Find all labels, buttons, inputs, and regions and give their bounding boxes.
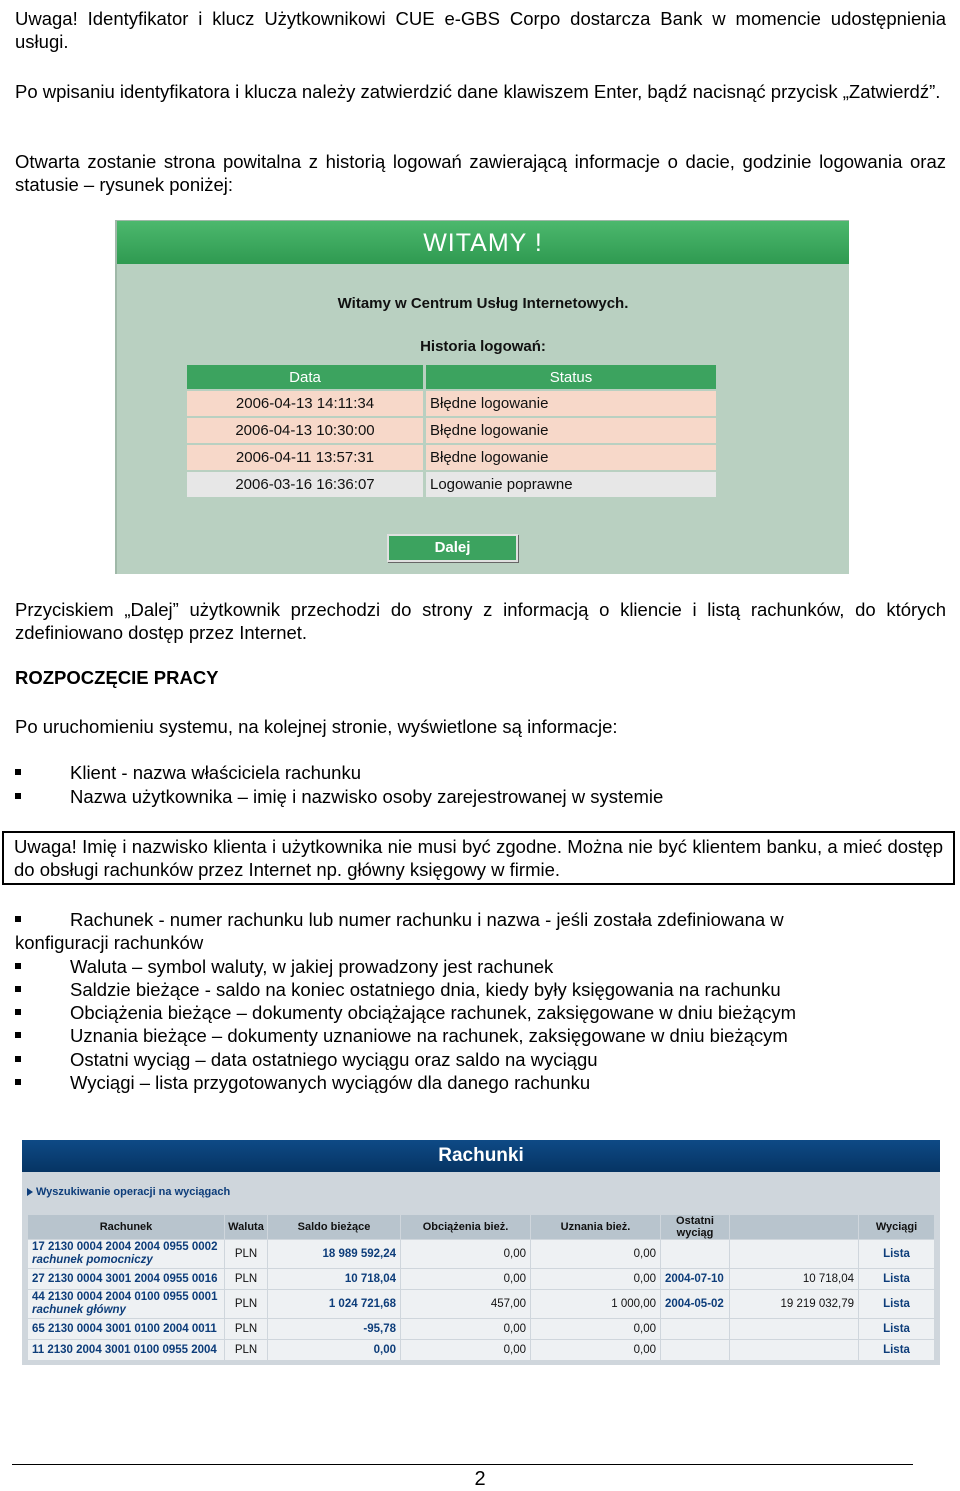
list-item-text: Ostatni wyciąg – data ostatniego wyciągu oraz saldo na wyciągu (70, 1049, 598, 1070)
last-statement-date (661, 1340, 729, 1360)
debits-cell: 457,00 (401, 1290, 530, 1318)
column-header-status: Status (426, 365, 716, 391)
credits-cell: 1 000,00 (531, 1290, 660, 1318)
list-item-text: Uznania bieżące – dokumenty uznaniowe na rachunek, zaksięgowane w dniu bieżącym (70, 1025, 788, 1046)
table-row (187, 418, 716, 445)
account-number: 11 2130 2004 3001 0100 0955 2004 (32, 1343, 217, 1356)
currency-cell: PLN (225, 1269, 267, 1289)
list-item-text: Klient - nazwa właściciela rachunku (70, 762, 361, 783)
search-statements-link[interactable] (27, 1186, 230, 1198)
list-item-text: Saldzie bieżące - saldo na koniec ostatniego dnia, kiedy były księgowania na rachunku (70, 979, 781, 1000)
debits-cell: 0,00 (401, 1269, 530, 1289)
account-number: 44 2130 0004 2004 0100 0955 0001 (32, 1291, 218, 1303)
account-cell (28, 1319, 224, 1339)
account-name: rachunek pomocniczy (32, 1254, 153, 1266)
credits-cell: 0,00 (531, 1340, 660, 1360)
login-history-table (184, 365, 719, 499)
accounts-title: Rachunki (438, 1145, 524, 1166)
accounts-table (27, 1214, 935, 1361)
table-row (187, 472, 716, 499)
last-statement-date: 2004-05-02 (661, 1290, 729, 1318)
page-number: 2 (474, 1468, 486, 1490)
statements-list-link[interactable]: Lista (859, 1240, 934, 1268)
last-statement-balance: 19 219 032,79 (730, 1290, 858, 1318)
currency-cell: PLN (225, 1340, 267, 1360)
login-date: 2006-04-13 14:11:34 (187, 391, 423, 418)
bullet-icon (15, 1032, 21, 1038)
table-row (28, 1290, 934, 1318)
list-item-text: Waluta – symbol waluty, w jakiej prowadzony jest rachunek (70, 956, 554, 977)
welcome-message: Witamy w Centrum Usług Internetowych. (337, 295, 629, 312)
welcome-banner (117, 221, 849, 264)
login-status: Logowanie poprawne (426, 472, 716, 499)
next-button[interactable]: Dalej (387, 534, 518, 562)
last-statement-balance (730, 1319, 858, 1339)
balance-cell: 0,00 (268, 1340, 400, 1360)
column-header-last-statement-balance (730, 1215, 858, 1239)
table-row (28, 1319, 934, 1339)
column-header-currency: Waluta (225, 1215, 267, 1239)
debits-cell: 0,00 (401, 1340, 530, 1360)
currency-cell: PLN (225, 1319, 267, 1339)
account-cell (28, 1269, 224, 1289)
account-number: 65 2130 0004 3001 0100 2004 0011 (32, 1322, 217, 1335)
login-date: 2006-04-11 13:57:31 (187, 445, 423, 472)
login-history-title: Historia logowań: (420, 338, 546, 355)
column-header-statements: Wyciągi (859, 1215, 934, 1239)
list-item-text: Nazwa użytkownika – imię i nazwisko osoby zarejestrowanej w systemie (70, 786, 664, 807)
warning-box: Uwaga! Imię i nazwisko klienta i użytkownika nie musi być zgodne. Można nie być klientem banku, a mieć dostęp do obsługi rachunków przez Internet np. główny księgowy w firmie. (2, 831, 955, 885)
statements-list-link[interactable]: Lista (859, 1290, 934, 1318)
credits-cell: 0,00 (531, 1319, 660, 1339)
table-row (187, 391, 716, 418)
table-row (28, 1269, 934, 1289)
login-date: 2006-04-13 10:30:00 (187, 418, 423, 445)
account-number: 17 2130 0004 2004 2004 0955 0002 (32, 1241, 218, 1253)
statements-list-link[interactable]: Lista (859, 1340, 934, 1360)
credits-cell: 0,00 (531, 1269, 660, 1289)
account-cell (28, 1340, 224, 1360)
statements-list-link[interactable]: Lista (859, 1269, 934, 1289)
bullet-icon (15, 793, 21, 799)
table-row (187, 445, 716, 472)
account-number: 27 2130 0004 3001 2004 0955 0016 (32, 1272, 218, 1285)
login-status: Błędne logowanie (426, 391, 716, 418)
bullet-icon (15, 1009, 21, 1015)
section-heading: ROZPOCZĘCIE PRACY (15, 667, 219, 688)
last-statement-date: 2004-07-10 (661, 1269, 729, 1289)
bullet-icon (15, 916, 21, 922)
balance-cell: 18 989 592,24 (268, 1240, 400, 1268)
statements-list-link[interactable]: Lista (859, 1319, 934, 1339)
last-statement-balance (730, 1340, 858, 1360)
column-header-account: Rachunek (28, 1215, 224, 1239)
arrow-right-icon (27, 1188, 33, 1196)
bullet-icon (15, 769, 21, 775)
accounts-banner (22, 1140, 940, 1172)
paragraph-confirm-info: Po wpisaniu identyfikatora i klucza należy zatwierdzić dane klawiszem Enter, bądź nacisnąć przycisk „Zatwierdź”. (15, 81, 941, 102)
paragraph-next-button-info: Przyciskiem „Dalej” użytkownik przechodzi do strony z informacją o kliencie i listą rachunków, do których zdefiniowano dostęp przez Internet. (15, 599, 946, 643)
login-date: 2006-03-16 16:36:07 (187, 472, 423, 499)
debits-cell: 0,00 (401, 1319, 530, 1339)
welcome-title: WITAMY ! (423, 229, 543, 257)
account-cell (28, 1240, 224, 1268)
balance-cell: 1 024 721,68 (268, 1290, 400, 1318)
paragraph-system-info: Po uruchomieniu systemu, na kolejnej stronie, wyświetlone są informacje: (15, 716, 618, 737)
column-header-debits: Obciążenia bież. (401, 1215, 530, 1239)
bullet-icon (15, 1056, 21, 1062)
currency-cell: PLN (225, 1290, 267, 1318)
list-item-text: Obciążenia bieżące – dokumenty obciążające rachunek, zaksięgowane w dniu bieżącym (70, 1002, 797, 1023)
search-statements-label: Wyszukiwanie operacji na wyciągach (36, 1186, 231, 1198)
currency-cell: PLN (225, 1240, 267, 1268)
bullet-icon (15, 963, 21, 969)
list-item-text: Rachunek - numer rachunku lub numer rachunku i nazwa - jeśli została zdefiniowana w (70, 909, 784, 930)
footer-divider (12, 1464, 913, 1465)
last-statement-date (661, 1319, 729, 1339)
column-header-balance: Saldo bieżące (268, 1215, 400, 1239)
paragraph-welcome-page-info: Otwarta zostanie strona powitalna z historią logowań zawierającą informacje o dacie, godzinie logowania oraz statusie – rysunek poniżej: (15, 151, 946, 195)
paragraph-key-info: Uwaga! Identyfikator i klucz Użytkownikowi CUE e-GBS Corpo dostarcza Bank w momencie udostępnienia usługi. (15, 8, 946, 52)
list-item-continuation: konfiguracji rachunków (15, 932, 204, 953)
last-statement-balance (730, 1240, 858, 1268)
column-header-date: Data (187, 365, 423, 391)
bullet-icon (15, 1079, 21, 1085)
credits-cell: 0,00 (531, 1240, 660, 1268)
debits-cell: 0,00 (401, 1240, 530, 1268)
balance-cell: -95,78 (268, 1319, 400, 1339)
column-header-last-statement: Ostatni wyciąg (661, 1215, 729, 1239)
account-name: rachunek główny (32, 1304, 126, 1316)
table-row (28, 1240, 934, 1268)
accounts-screenshot (22, 1140, 940, 1365)
column-header-credits: Uznania bież. (531, 1215, 660, 1239)
bullet-icon (15, 986, 21, 992)
welcome-screenshot (115, 220, 849, 574)
last-statement-date (661, 1240, 729, 1268)
account-cell (28, 1290, 224, 1318)
last-statement-balance: 10 718,04 (730, 1269, 858, 1289)
login-status: Błędne logowanie (426, 445, 716, 472)
login-status: Błędne logowanie (426, 418, 716, 445)
list-item-text: Wyciągi – lista przygotowanych wyciągów dla danego rachunku (70, 1072, 591, 1093)
table-row (28, 1340, 934, 1360)
balance-cell: 10 718,04 (268, 1269, 400, 1289)
